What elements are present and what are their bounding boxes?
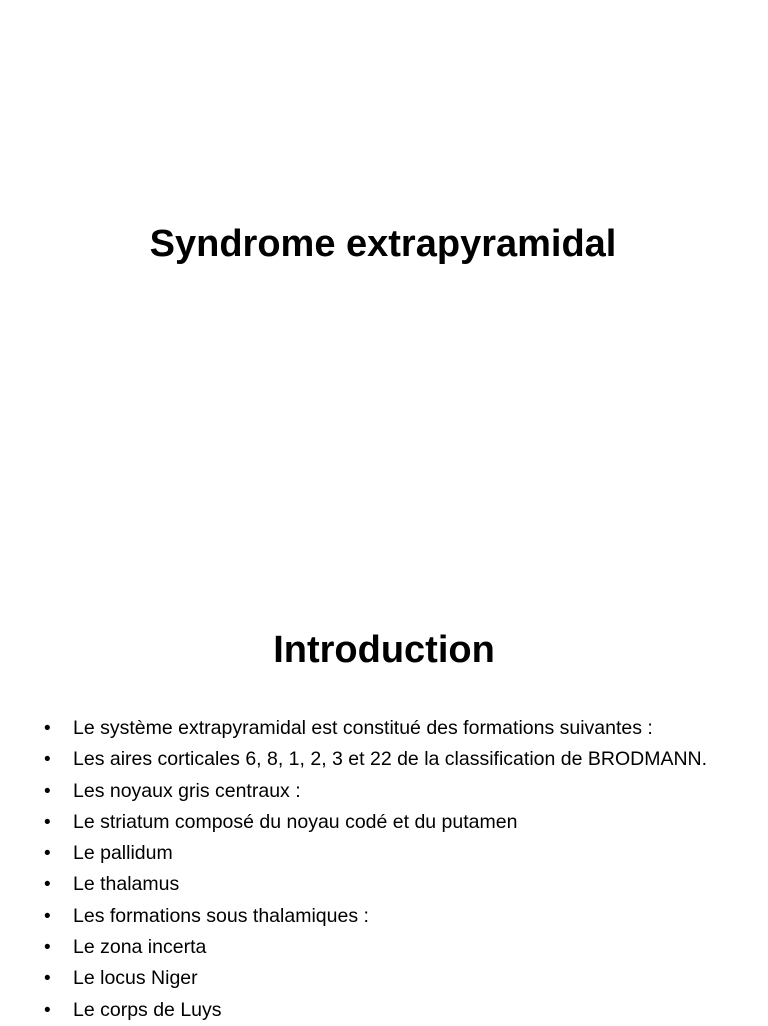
list-item bbox=[0, 807, 768, 838]
list-item-text: Le locus Niger bbox=[73, 967, 198, 990]
bullet-icon: • bbox=[44, 780, 51, 802]
bullet-list bbox=[0, 713, 768, 1026]
bullet-icon: • bbox=[44, 937, 51, 959]
list-item bbox=[0, 901, 768, 932]
list-item bbox=[0, 744, 768, 775]
list-item-text: Les aires corticales 6, 8, 1, 2, 3 et 22 de la classification de BRODMANN. bbox=[73, 748, 708, 771]
list-item-text: Le striatum composé du noyau codé et du putamen bbox=[73, 810, 518, 833]
bullet-icon: • bbox=[44, 718, 51, 739]
list-item-text: Le thalamus bbox=[73, 873, 180, 896]
bullet-icon: • bbox=[44, 749, 51, 771]
bullet-icon: • bbox=[44, 968, 51, 990]
list-item bbox=[0, 869, 768, 900]
list-item-text: Les noyaux gris centraux : bbox=[73, 779, 301, 802]
list-item bbox=[0, 776, 768, 807]
list-item bbox=[0, 713, 768, 744]
bullet-icon: • bbox=[44, 874, 51, 896]
slide-introduction bbox=[0, 576, 768, 1024]
bullet-icon: • bbox=[44, 905, 51, 927]
list-item bbox=[0, 995, 768, 1026]
list-item bbox=[0, 838, 768, 869]
bullet-icon: • bbox=[44, 843, 51, 865]
list-item-text: Les formations sous thalamiques : bbox=[73, 904, 369, 927]
list-item bbox=[0, 932, 768, 963]
list-item-text: Le pallidum bbox=[73, 842, 173, 865]
slide-heading: Introduction bbox=[273, 629, 495, 671]
list-item bbox=[0, 963, 768, 994]
list-item-text: Le zona incerta bbox=[73, 936, 207, 959]
list-item-text: Le corps de Luys bbox=[73, 998, 222, 1021]
bullet-icon: • bbox=[44, 811, 51, 833]
slide-title: Syndrome extrapyramidal bbox=[149, 223, 617, 265]
bullet-icon: • bbox=[44, 999, 51, 1021]
list-item-text: Le système extrapyramidal est constitué des formations suivantes : bbox=[73, 717, 653, 739]
